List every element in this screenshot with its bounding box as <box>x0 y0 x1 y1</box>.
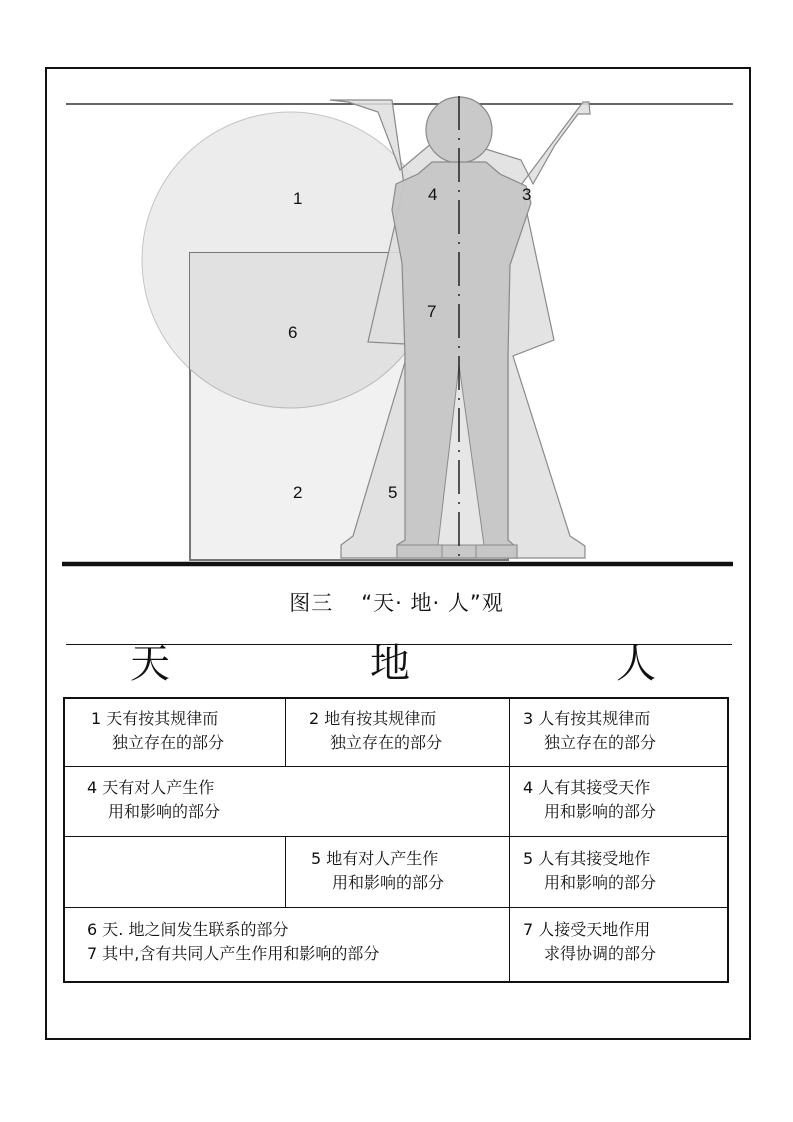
legend-cell-human-3 <box>523 707 656 755</box>
region-label-3: 3 <box>522 185 532 204</box>
header-heaven: 天 <box>130 641 170 687</box>
column-divider <box>285 836 286 907</box>
legend-cell-earth-5 <box>311 847 444 895</box>
legend-cell-human-5 <box>523 847 656 895</box>
right-foot <box>476 545 517 558</box>
legend-line: 用和影响的部分 <box>544 873 657 892</box>
legend-line: 用和影响的部分 <box>108 802 221 821</box>
region-label-2: 2 <box>293 483 303 502</box>
legend-cell-heaven-earth-6-7 <box>87 918 379 966</box>
region-label-1: 1 <box>293 189 303 208</box>
legend-line: 6 天. 地之间发生联系的部分 <box>87 920 289 939</box>
legend-line: 7 其中,含有共同人产生作用和影响的部分 <box>87 944 380 963</box>
legend-cell-heaven-4 <box>87 776 220 824</box>
left-foot <box>397 545 442 558</box>
region-label-7: 7 <box>427 302 437 321</box>
legend-cell-human-4 <box>523 776 656 824</box>
row-divider <box>65 836 727 837</box>
legend-table <box>63 697 729 983</box>
column-divider <box>509 699 510 981</box>
legend-line: 用和影响的部分 <box>332 873 445 892</box>
legend-line: 3 人有按其规律而 <box>523 709 651 728</box>
region-label-5: 5 <box>388 483 398 502</box>
region-label-4: 4 <box>428 185 438 204</box>
legend-line: 求得协调的部分 <box>544 944 657 963</box>
header-earth: 地 <box>370 641 410 687</box>
legend-line: 4 天有对人产生作 <box>87 778 215 797</box>
legend-line: 4 人有其接受天作 <box>523 778 651 797</box>
legend-line: 用和影响的部分 <box>544 802 657 821</box>
header-human: 人 <box>616 641 656 687</box>
legend-line: 2 地有按其规律而 <box>309 709 437 728</box>
legend-line: 1 天有按其规律而 <box>91 709 219 728</box>
legend-line: 7 人接受天地作用 <box>523 920 651 939</box>
column-divider <box>285 699 286 766</box>
legend-cell-earth-2 <box>309 707 442 755</box>
region-label-6: 6 <box>288 323 298 342</box>
row-divider <box>65 907 727 908</box>
legend-line: 独立存在的部分 <box>544 733 657 752</box>
legend-line: 独立存在的部分 <box>112 733 225 752</box>
legend-cell-human-7 <box>523 918 656 966</box>
legend-cell-heaven-1 <box>91 707 224 755</box>
figure-caption <box>0 587 793 617</box>
figure-number: 图三 <box>289 591 334 615</box>
legend-line: 独立存在的部分 <box>330 733 443 752</box>
row-divider <box>65 766 727 767</box>
legend-line: 5 地有对人产生作 <box>311 849 439 868</box>
legend-line: 5 人有其接受地作 <box>523 849 651 868</box>
figure-title: “天· 地· 人”观 <box>361 591 504 615</box>
